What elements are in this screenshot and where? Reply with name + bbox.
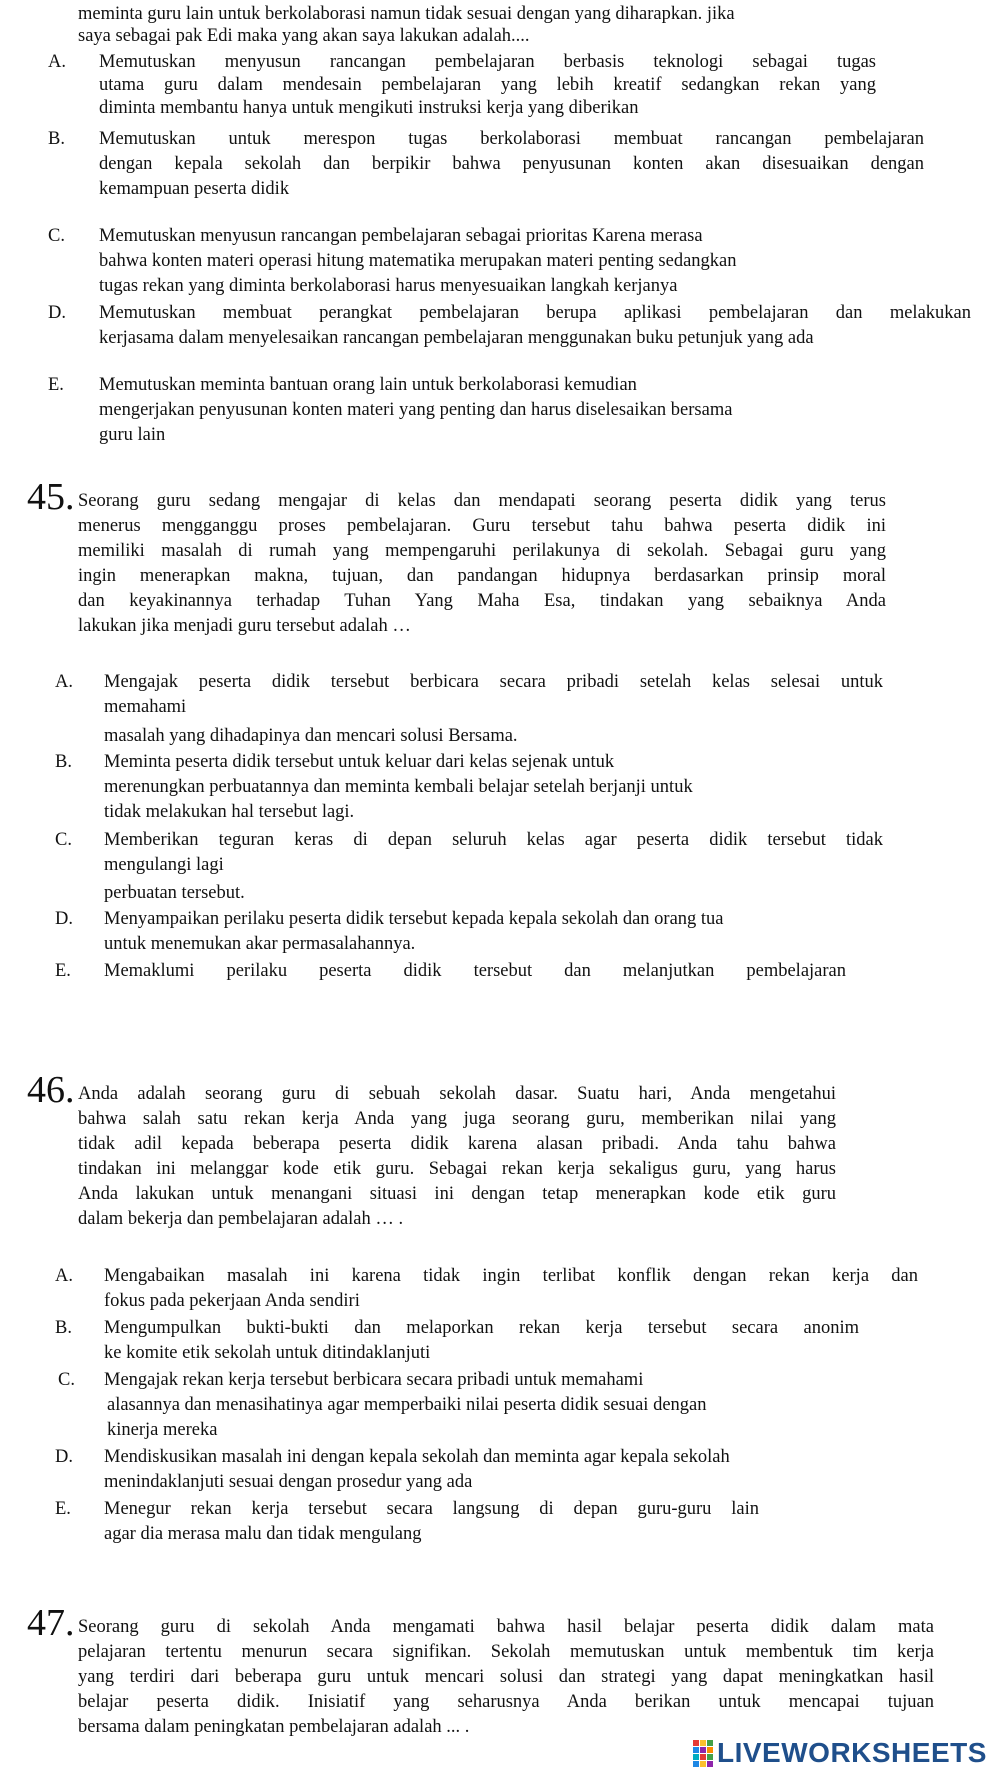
prev-option-a-line: Memutuskan menyusun rancangan pembelajaran berbasis teknologi sebagai tugas [99, 52, 876, 72]
q45-option-label-a: A. [55, 672, 73, 692]
logo-grid-cell [693, 1754, 699, 1760]
question-number: 45. [27, 476, 75, 518]
liveworksheets-logo [693, 1738, 987, 1768]
prev-option-b-line: Memutuskan untuk merespon tugas berkolaborasi membuat rancangan pembelajaran [99, 129, 924, 149]
prev-option-label-b: B. [48, 129, 65, 149]
q46-stem-line: Anda lakukan untuk menangani situasi ini dengan tetap menerapkan kode etik guru [78, 1184, 836, 1204]
q46-option-c-line: Mengajak rekan kerja tersebut berbicara secara pribadi untuk memahami [104, 1370, 644, 1390]
q46-option-a-line: Mengabaikan masalah ini karena tidak ingin terlibat konflik dengan rekan kerja dan [104, 1266, 918, 1286]
q46-option-d-line: Mendiskusikan masalah ini dengan kepala sekolah dan meminta agar kepala sekolah [104, 1447, 730, 1467]
prev-option-e-line: mengerjakan penyusunan konten materi yang penting dan harus diselesaikan bersama [99, 400, 733, 420]
prev-option-b-line: dengan kepala sekolah dan berpikir bahwa penyusunan konten akan disesuaikan dengan [99, 154, 924, 174]
q45-option-c-line: mengulangi lagi [104, 855, 224, 875]
prev-option-c-line: tugas rekan yang diminta berkolaborasi harus menyesuaikan langkah kerjanya [99, 276, 678, 296]
q47-stem-line: bersama dalam peningkatan pembelajaran adalah ... . [78, 1717, 470, 1737]
q47-stem-line: yang terdiri dari beberapa guru untuk mencari solusi dan strategi yang dapat meningkatkan hasil [78, 1667, 934, 1687]
prev-option-a-line: utama guru dalam mendesain pembelajaran yang lebih kreatif sedangkan rekan yang [99, 75, 876, 95]
logo-grid-cell [700, 1761, 706, 1767]
q46-option-label-d: D. [55, 1447, 73, 1467]
q45-option-d-line: untuk menemukan akar permasalahannya. [104, 934, 416, 954]
q46-option-e-line: Menegur rekan kerja tersebut secara langsung di depan guru-guru lain [104, 1499, 759, 1519]
q45-stem-line: Seorang guru sedang mengajar di kelas dan mendapati seorang peserta didik yang terus [78, 491, 886, 511]
q46-option-label-e: E. [55, 1499, 71, 1519]
q46-option-label-b: B. [55, 1318, 72, 1338]
prev-option-label-a: A. [48, 52, 66, 72]
logo-grid-cell [700, 1747, 706, 1753]
prev-option-b-line: kemampuan peserta didik [99, 179, 290, 199]
q45-option-a-line: memahami [104, 697, 187, 717]
logo-text: LIVEWORKSHEETS [717, 1737, 987, 1768]
q45-stem-line: lakukan jika menjadi guru tersebut adalah … [78, 616, 411, 636]
q46-option-c-line: kinerja mereka [107, 1420, 218, 1440]
q45-option-a-line: Mengajak peserta didik tersebut berbicara secara pribadi setelah kelas selesai untuk [104, 672, 883, 692]
q45-option-label-b: B. [55, 752, 72, 772]
logo-grid-cell [700, 1754, 706, 1760]
q45-option-b-line: Meminta peserta didik tersebut untuk keluar dari kelas sejenak untuk [104, 752, 615, 772]
q45-option-c-line: Memberikan teguran keras di depan seluruh kelas agar peserta didik tersebut tidak [104, 830, 883, 850]
q45-stem-line: memiliki masalah di rumah yang mempengaruhi perilakunya di sekolah. Sebagai guru yang [78, 541, 886, 561]
q46-option-c-line: alasannya dan menasihatinya agar memperbaiki nilai peserta didik sesuai dengan [107, 1395, 707, 1415]
prev-option-a-line: diminta membantu hanya untuk mengikuti instruksi kerja yang diberikan [99, 98, 639, 118]
q47-stem-line: pelajaran tertentu menurun secara signifikan. Sekolah memutuskan untuk membentuk tim kerja [78, 1642, 934, 1662]
q47-stem-line: belajar peserta didik. Inisiatif yang seharusnya Anda berikan untuk mencapai tujuan [78, 1692, 934, 1712]
q46-stem-line: dalam bekerja dan pembelajaran adalah … . [78, 1209, 404, 1229]
q45-stem-line: dan keyakinannya terhadap Tuhan Yang Maha Esa, tindakan yang sebaiknya Anda [78, 591, 886, 611]
q45-option-d-line: Menyampaikan perilaku peserta didik tersebut kepada kepala sekolah dan orang tua [104, 909, 724, 929]
logo-grid-cell [693, 1740, 699, 1746]
prev-option-label-e: E. [48, 375, 64, 395]
q45-stem-line: menerus mengganggu proses pembelajaran. Guru tersebut tahu bahwa peserta didik ini [78, 516, 886, 536]
q45-option-b-line: merenungkan perbuatannya dan meminta kembali belajar setelah berjanji untuk [104, 777, 693, 797]
q47-stem-line: Seorang guru di sekolah Anda mengamati bahwa hasil belajar peserta didik dalam mata [78, 1617, 934, 1637]
prev-option-d-line: Memutuskan membuat perangkat pembelajaran berupa aplikasi pembelajaran dan melakukan [99, 303, 971, 323]
q46-option-d-line: menindaklanjuti sesuai dengan prosedur yang ada [104, 1472, 473, 1492]
prev-option-label-c: C. [48, 226, 65, 246]
q45-stem-line: ingin menerapkan makna, tujuan, dan pandangan hidupnya berdasarkan prinsip moral [78, 566, 886, 586]
q46-option-a-line: fokus pada pekerjaan Anda sendiri [104, 1291, 360, 1311]
q46-stem-line: tidak adil kepada beberapa peserta didik karena alasan pribadi. Anda tahu bahwa [78, 1134, 836, 1154]
logo-grid-cell [693, 1747, 699, 1753]
q46-option-b-line: Mengumpulkan bukti-bukti dan melaporkan rekan kerja tersebut secara anonim [104, 1318, 859, 1338]
prev-option-e-line: Memutuskan meminta bantuan orang lain untuk berkolaborasi kemudian [99, 375, 637, 395]
logo-grid-cell [707, 1754, 713, 1760]
prev-option-e-line: guru lain [99, 425, 166, 445]
q45-option-c-line: perbuatan tersebut. [104, 883, 245, 903]
logo-grid-icon [693, 1740, 713, 1767]
q46-option-b-line: ke komite etik sekolah untuk ditindaklanjuti [104, 1343, 431, 1363]
q46-stem-line: Anda adalah seorang guru di sebuah sekolah dasar. Suatu hari, Anda mengetahui [78, 1084, 836, 1104]
q45-option-label-c: C. [55, 830, 72, 850]
logo-grid-cell [700, 1740, 706, 1746]
q45-option-e-line: Memaklumi perilaku peserta didik tersebut dan melanjutkan pembelajaran [104, 961, 846, 981]
q46-option-e-line: agar dia merasa malu dan tidak mengulang [104, 1524, 422, 1544]
logo-grid-cell [707, 1740, 713, 1746]
prev-option-c-line: Memutuskan menyusun rancangan pembelajaran sebagai prioritas Karena merasa [99, 226, 703, 246]
prev-option-label-d: D. [48, 303, 66, 323]
question-number: 46. [27, 1069, 75, 1111]
prev-option-c-line: bahwa konten materi operasi hitung matematika merupakan materi penting sedangkan [99, 251, 737, 271]
q45-option-label-d: D. [55, 909, 73, 929]
q46-stem-line: tindakan ini melanggar kode etik guru. Sebagai rekan kerja sekaligus guru, yang harus [78, 1159, 836, 1179]
q45-option-b-line: tidak melakukan hal tersebut lagi. [104, 802, 355, 822]
q45-option-a-line: masalah yang dihadapinya dan mencari solusi Bersama. [104, 726, 518, 746]
prev-stem-line: meminta guru lain untuk berkolaborasi namun tidak sesuai dengan yang diharapkan. jika [78, 4, 735, 24]
q46-option-label-c: C. [58, 1370, 75, 1390]
logo-grid-cell [707, 1747, 713, 1753]
logo-grid-cell [707, 1761, 713, 1767]
q46-option-label-a: A. [55, 1266, 73, 1286]
logo-grid-cell [693, 1761, 699, 1767]
prev-option-d-line: kerjasama dalam menyelesaikan rancangan pembelajaran menggunakan buku petunjuk yang ada [99, 328, 814, 348]
q45-option-label-e: E. [55, 961, 71, 981]
prev-stem-line: saya sebagai pak Edi maka yang akan saya lakukan adalah.... [78, 26, 530, 46]
q46-stem-line: bahwa salah satu rekan kerja Anda yang juga seorang guru, memberikan nilai yang [78, 1109, 836, 1129]
question-number: 47. [27, 1602, 75, 1644]
